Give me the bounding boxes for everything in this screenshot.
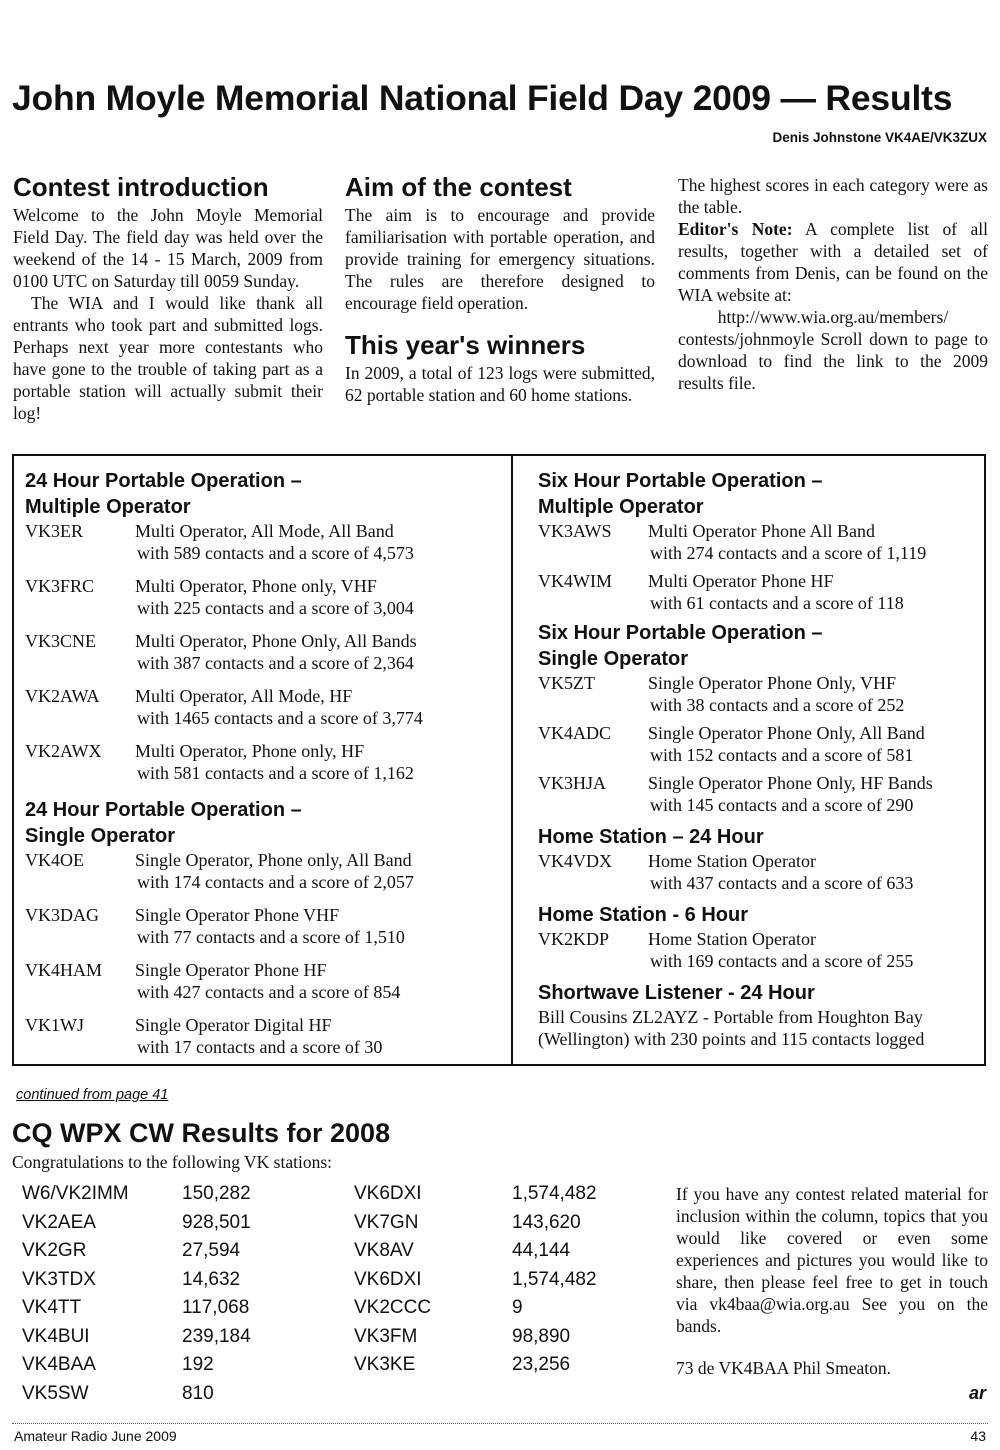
score: 810 xyxy=(182,1382,214,1404)
result-entry xyxy=(25,1014,495,1069)
result-entry xyxy=(538,928,978,978)
result-description xyxy=(135,630,417,674)
result-score: with 145 contacts and a score of 290 xyxy=(650,795,914,815)
page-number: 43 xyxy=(970,1428,986,1444)
table-row xyxy=(22,1240,662,1269)
score: 27,594 xyxy=(182,1240,241,1261)
callsign: VK4BUI xyxy=(22,1325,90,1347)
callsign: VK3KE xyxy=(354,1354,416,1375)
callsign: VK4HAM xyxy=(25,960,103,980)
score: 14,632 xyxy=(182,1268,241,1290)
category-entries xyxy=(538,672,978,822)
closing-text: If you have any contest related material for inclusion within the column, topics that you would like covered or even some experiences and pictures you would like to share, then please feel free to get in touch via vk4baa@wia.org.au See you on the bands. xyxy=(676,1184,988,1336)
callsign: VK7GN xyxy=(354,1211,419,1233)
box-divider xyxy=(511,456,513,1064)
result-mode: Multi Operator, All Mode, All Band xyxy=(135,521,394,541)
result-score: with 225 contacts and a score of 3,004 xyxy=(137,598,414,618)
callsign: VK1WJ xyxy=(25,1015,84,1035)
category-heading: Shortwave Listener - 24 Hour xyxy=(538,982,815,1004)
author-byline: Denis Johnstone VK4AE/VK3ZUX xyxy=(772,130,987,145)
result-entry xyxy=(25,575,495,630)
category-heading: Home Station – 24 Hour xyxy=(538,826,764,848)
callsign: VK3FM xyxy=(354,1325,418,1347)
score: 23,256 xyxy=(512,1354,571,1375)
score: 98,890 xyxy=(512,1325,571,1347)
aim-column xyxy=(345,170,655,406)
result-score: with 152 contacts and a score of 581 xyxy=(650,745,914,765)
callsign: VK3ER xyxy=(25,521,83,541)
end-mark: ar xyxy=(968,1383,986,1403)
cq-results-table xyxy=(22,1183,662,1411)
result-description xyxy=(135,685,423,729)
callsign: VK4OE xyxy=(25,850,84,870)
callsign: VK3HJA xyxy=(538,773,607,793)
result-score: with 77 contacts and a score of 1,510 xyxy=(137,927,405,947)
result-entry xyxy=(538,850,978,900)
result-description xyxy=(135,740,414,784)
result-description xyxy=(135,849,414,893)
result-mode: Single Operator Phone Only, All Band xyxy=(648,723,925,743)
cq-intro: Congratulations to the following VK stations: xyxy=(12,1152,333,1172)
result-description xyxy=(135,904,405,948)
table-row xyxy=(22,1383,662,1412)
table-row xyxy=(22,1297,662,1326)
result-entry xyxy=(538,772,978,822)
callsign: VK2AWA xyxy=(25,686,100,706)
result-entry xyxy=(25,740,495,795)
category-entries xyxy=(538,520,978,620)
callsign: VK2GR xyxy=(22,1240,87,1261)
result-entry xyxy=(538,520,978,570)
result-description xyxy=(648,722,925,766)
category-heading: Six Hour Portable Operation – Multiple Operator xyxy=(538,470,823,518)
callsign: VK4VDX xyxy=(538,851,612,871)
intro-column xyxy=(13,170,323,424)
cq-heading: CQ WPX CW Results for 2008 xyxy=(12,1118,391,1148)
result-entry xyxy=(25,630,495,685)
callsign: VK2AWX xyxy=(25,741,102,761)
callsign: VK3DAG xyxy=(25,905,99,925)
category-heading: 24 Hour Portable Operation – Multiple Operator xyxy=(25,470,302,518)
callsign: VK6DXI xyxy=(354,1268,422,1290)
result-score: with 427 contacts and a score of 854 xyxy=(137,982,401,1002)
callsign: VK2CCC xyxy=(354,1297,432,1318)
score: 928,501 xyxy=(182,1211,251,1233)
result-entry xyxy=(25,520,495,575)
result-mode: Multi Operator Phone HF xyxy=(648,571,834,591)
result-mode: Home Station Operator xyxy=(648,929,816,949)
category-entries xyxy=(25,520,495,795)
result-score: with 169 contacts and a score of 255 xyxy=(650,951,914,971)
result-entry xyxy=(25,849,495,904)
result-mode: Multi Operator, Phone Only, All Bands xyxy=(135,631,417,651)
result-mode: Single Operator Phone HF xyxy=(135,960,327,980)
footer-rule xyxy=(12,1423,988,1424)
result-mode: Home Station Operator xyxy=(648,851,816,871)
score: 1,574,482 xyxy=(512,1268,597,1290)
continued-note: continued from page 41 xyxy=(16,1087,169,1103)
intro-paragraph-1: Welcome to the John Moyle Memorial Field Day. The field day was held over the weekend of the 14 - 15 March, 2009 from 0100 UTC on Saturday till 0059 Sunday. xyxy=(13,205,323,291)
result-mode: Multi Operator, Phone only, HF xyxy=(135,741,365,761)
category-entries xyxy=(538,928,978,978)
intro-heading: Contest introduction xyxy=(13,172,269,202)
table-row xyxy=(22,1183,662,1212)
result-score: with 61 contacts and a score of 118 xyxy=(650,593,904,613)
callsign: VK4WIM xyxy=(538,571,612,591)
result-description xyxy=(135,520,414,564)
callsign: VK8AV xyxy=(354,1240,414,1261)
result-mode: Single Operator Phone Only, VHF xyxy=(648,673,896,693)
result-entry xyxy=(538,722,978,772)
score: 192 xyxy=(182,1354,214,1375)
result-score: with 17 contacts and a score of 30 xyxy=(137,1037,383,1057)
result-description xyxy=(135,575,414,619)
notes-paragraph: The highest scores in each category were as the table. xyxy=(678,175,988,217)
results-right-column xyxy=(538,468,978,1050)
table-row xyxy=(22,1269,662,1298)
editor-note-continued: contests/johnmoyle Scroll down to page to download to find the link to the 2009 results file. xyxy=(678,329,988,393)
category-heading: Six Hour Portable Operation – Single Operator xyxy=(538,622,823,670)
footer-publication: Amateur Radio June 2009 xyxy=(14,1428,177,1444)
result-score: with 174 contacts and a score of 2,057 xyxy=(137,872,414,892)
result-description xyxy=(135,1014,382,1058)
intro-paragraph-2: The WIA and I would like thank all entrants who took part and submitted logs. Perhaps next year more contestants who have gone to the trouble of taking part as a portable station will actually submit their log! xyxy=(13,293,323,423)
callsign: VK4BAA xyxy=(22,1354,96,1375)
aim-paragraph: The aim is to encourage and provide familiarisation with portable operation, and provide training for emergency situations. The rules are therefore designed to encourage field operation. xyxy=(345,205,655,313)
score: 150,282 xyxy=(182,1183,251,1204)
category-entries xyxy=(25,849,495,1069)
result-description xyxy=(648,570,904,614)
category-entries xyxy=(538,850,978,900)
callsign: VK4TT xyxy=(22,1297,82,1318)
callsign: VK3AWS xyxy=(538,521,612,541)
aim-heading: Aim of the contest xyxy=(345,172,572,202)
result-description xyxy=(648,520,926,564)
callsign: VK2KDP xyxy=(538,929,610,949)
score: 143,620 xyxy=(512,1211,581,1233)
results-box xyxy=(12,454,986,1066)
result-description xyxy=(648,672,904,716)
result-entry xyxy=(538,672,978,722)
result-mode: Multi Operator Phone All Band xyxy=(648,521,875,541)
result-score: with 274 contacts and a score of 1,119 xyxy=(650,543,927,563)
result-mode: Single Operator Phone Only, HF Bands xyxy=(648,773,933,793)
result-mode: Single Operator Phone VHF xyxy=(135,905,340,925)
editor-note xyxy=(678,218,988,306)
swl-entry: Bill Cousins ZL2AYZ - Portable from Houghton Bay (Wellington) with 230 points and 115 contacts logged xyxy=(538,1007,925,1049)
result-entry xyxy=(538,570,978,620)
score: 239,184 xyxy=(182,1325,251,1347)
results-left-column xyxy=(25,468,495,1069)
callsign: VK3TDX xyxy=(22,1268,96,1290)
winners-paragraph: In 2009, a total of 123 logs were submitted, 62 portable station and 60 home stations. xyxy=(345,363,655,405)
table-row xyxy=(22,1212,662,1241)
result-mode: Multi Operator, Phone only, VHF xyxy=(135,576,377,596)
result-description xyxy=(135,959,400,1003)
callsign: VK6DXI xyxy=(354,1183,422,1204)
result-entry xyxy=(25,685,495,740)
result-description xyxy=(648,772,933,816)
closing-paragraph xyxy=(676,1183,988,1337)
result-entry xyxy=(25,904,495,959)
result-score: with 387 contacts and a score of 2,364 xyxy=(137,653,414,673)
result-entry xyxy=(25,959,495,1014)
result-score: with 581 contacts and a score of 1,162 xyxy=(137,763,414,783)
result-description xyxy=(648,850,913,894)
result-score: with 437 contacts and a score of 633 xyxy=(650,873,914,893)
result-mode: Single Operator Digital HF xyxy=(135,1015,332,1035)
result-score: with 1465 contacts and a score of 3,774 xyxy=(137,708,423,728)
table-row xyxy=(22,1354,662,1383)
callsign: VK5ZT xyxy=(538,673,595,693)
score: 44,144 xyxy=(512,1240,571,1261)
callsign: VK5SW xyxy=(22,1382,89,1404)
callsign: VK3CNE xyxy=(25,631,96,651)
editor-note-label: Editor's Note: xyxy=(678,219,793,239)
notes-column xyxy=(678,174,988,394)
callsign: VK3FRC xyxy=(25,576,95,596)
score: 1,574,482 xyxy=(512,1183,597,1204)
winners-heading: This year's winners xyxy=(345,330,586,360)
result-description xyxy=(648,928,913,972)
category-heading: Home Station - 6 Hour xyxy=(538,904,749,926)
score: 117,068 xyxy=(182,1297,250,1318)
callsign: W6/VK2IMM xyxy=(22,1183,129,1204)
wia-url[interactable]: http://www.wia.org.au/members/ xyxy=(717,307,949,327)
score: 9 xyxy=(512,1297,523,1318)
page-title: John Moyle Memorial National Field Day 2009 — Results xyxy=(12,78,953,118)
result-score: with 589 contacts and a score of 4,573 xyxy=(137,543,414,563)
signoff: 73 de VK4BAA Phil Smeaton. xyxy=(676,1358,892,1378)
result-mode: Single Operator, Phone only, All Band xyxy=(135,850,412,870)
callsign: VK2AEA xyxy=(22,1211,96,1233)
category-heading: 24 Hour Portable Operation – Single Operator xyxy=(25,799,302,847)
table-row xyxy=(22,1326,662,1355)
result-score: with 38 contacts and a score of 252 xyxy=(650,695,905,715)
editor-note-text: A complete list of all results, together with a detailed set of comments from Denis, can be found on the WIA website at: xyxy=(678,219,988,305)
result-mode: Multi Operator, All Mode, HF xyxy=(135,686,353,706)
callsign: VK4ADC xyxy=(538,723,612,743)
